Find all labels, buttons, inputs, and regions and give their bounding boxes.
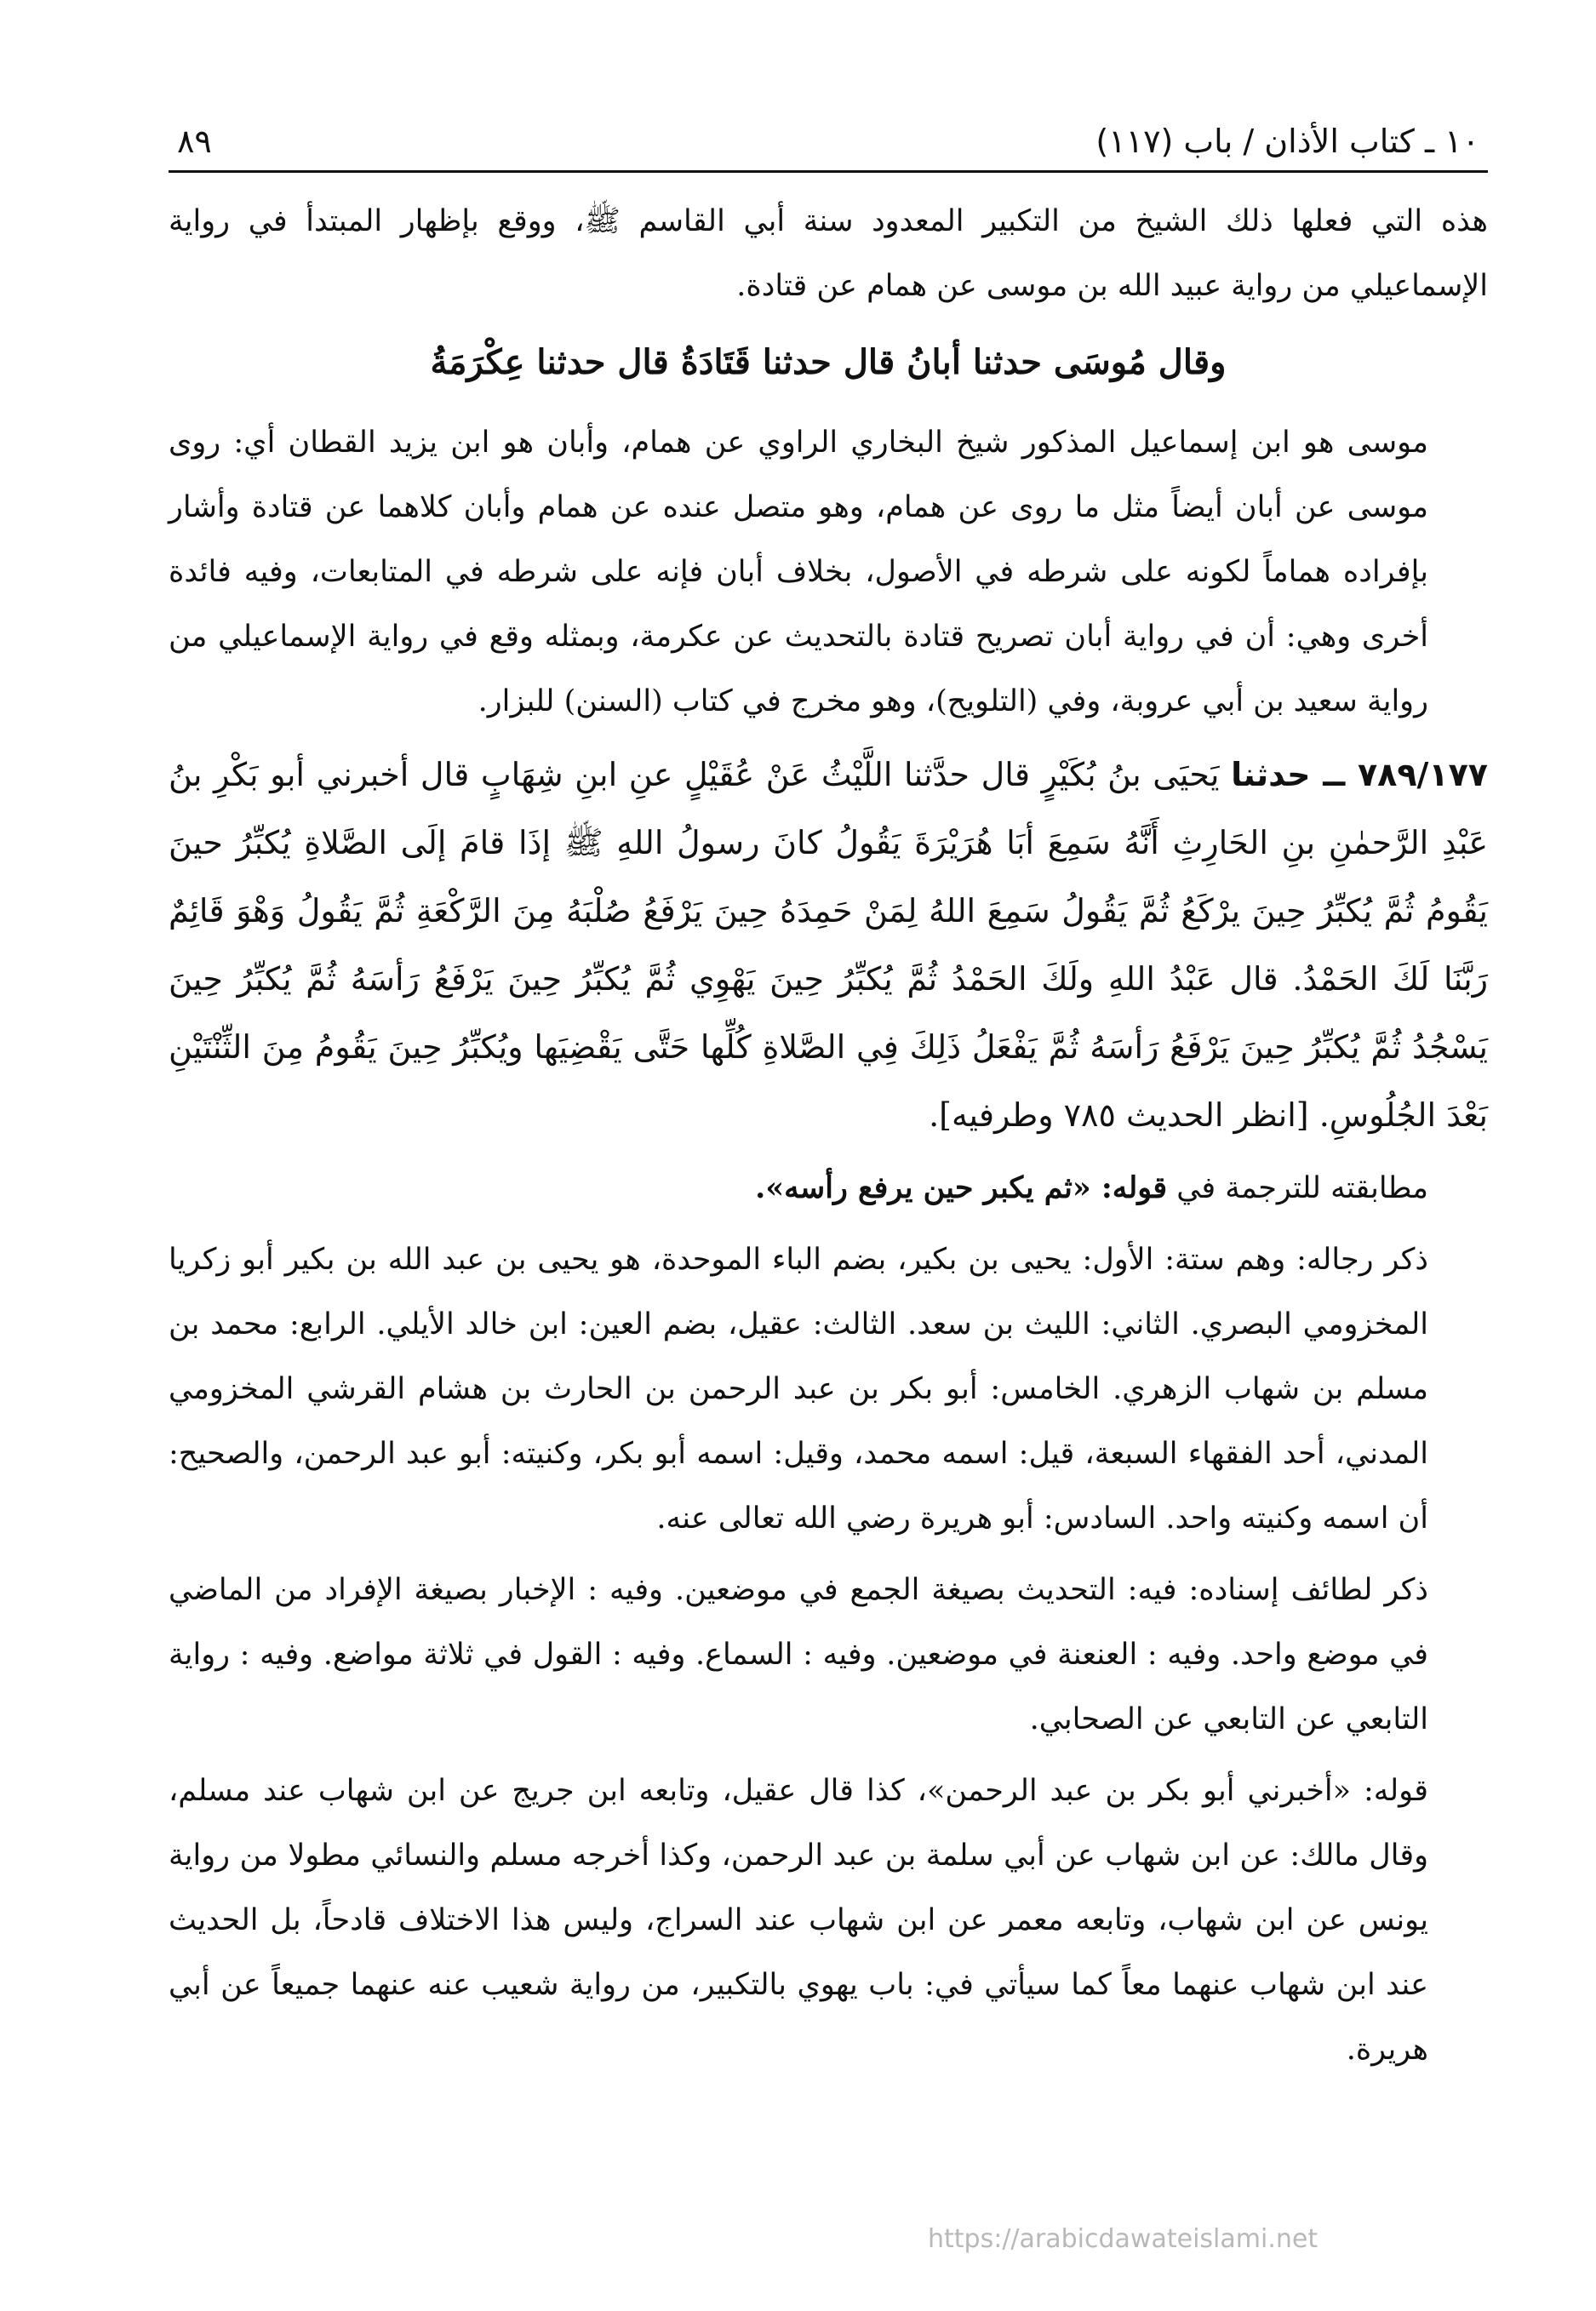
paragraph-narrators: ذكر رجاله: وهم ستة: الأول: يحيى بن بكير، بضم الباء الموحدة، هو يحيى بن عبد الله بن بكير أبو زكريا المخزومي البصري. الثاني: الليث بن سعد. الثالث: عقيل، بضم العين: ابن خالد الأيلي. الرابع: محمد بن مسلم بن شهاب الزهري. الخامس: أبو بكر بن عبد الرحمن بن الحارث بن هشام القرشي المخزومي المدني، أحد الفقهاء السبعة، قيل: اسمه محمد، وقيل: اسمه أبو بكر، وكنيته: أبو عبد الرحمن، والصحيح: أن اسمه وكنيته واحد. السادس: أبو هريرة رضي الله تعالى عنه. [169,1243,1428,1536]
hadith-text: يَحيَى بنُ بُكَيْرٍ قال حدَّثنا اللَّيْثُ عَنْ عُقَيْلٍ عنِ ابنِ شِهَابٍ قال أخبرني أبو بَكْرِ بنُ عَبْدِ الرَّحمٰنِ بنِ الحَارِثِ أَنَّهُ سَمِعَ أبَا هُرَيْرَةَ يَقُولُ كانَ رسولُ اللهِ ﷺ إذَا قامَ إلَى الصَّلاةِ يُكبِّرُ حينَ يَقُومُ ثُمَّ يُكبِّرُ حِينَ يرْكَعُ ثُمَّ يَقُولُ سَمِعَ اللهُ لِمَنْ حَمِدَهُ حِينَ يَرْفَعُ صُلْبَهُ مِنَ الرَّكْعَةِ ثُمَّ يَقُولُ وَهْوَ قَائِمٌ رَبَّنَا لَكَ الحَمْدُ. قال عَبْدُ اللهِ ولَكَ الحَمْدُ ثُمَّ يُكبِّرُ حِينَ يَهْوِي ثُمَّ يُكبِّرُ حِينَ يَرْفَعُ رَأسَهُ ثُمَّ يُكبِّرُ حِينَ يَسْجُدُ ثُمَّ يُكبِّرُ حِينَ يَرْفَعُ رَأسَهُ ثُمَّ يَفْعَلُ ذَلِكَ فِي الصَّلاةِ كُلِّها حَتَّى يَقْضِيَها ويُكبِّرُ حِينَ يَقُومُ مِنَ الثِّنْتَيْنِ بَعْدَ الجُلُوسِ. [انظر الحديث ٧٨٥ وطرفيه]. [169,756,1488,1134]
paragraph-intro: هذه التي فعلها ذلك الشيخ من التكبير المعدود سنة أبي القاسم ﷺ، ووقع بإظهار المبتدأ في رواية الإسماعيلي من رواية عبيد الله بن موسى عن همام عن قتادة. [169,204,1488,303]
matching-quote: قوله: «ثم يكبر حين يرفع رأسه». [755,1170,1168,1205]
paragraph-matching [169,1156,1488,1221]
paragraph-commentary: قوله: «أخبرني أبو بكر بن عبد الرحمن»، كذا قال عقيل، وتابعه ابن جريج عن ابن شهاب عند مسلم، وقال مالك: عن ابن شهاب عن أبي سلمة بن عبد الرحمن، وكذا أخرجه مسلم والنسائي مطولا من رواية يونس عن ابن شهاب، وتابعه معمر عن ابن شهاب عند السراج، وليس هذا الاختلاف قادحاً، بل الحديث عند ابن شهاب عنهما معاً كما سيأتي في: باب يهوي بالتكبير، من رواية شعيب عنه عنهما جميعاً عن أبي هريرة. [169,1774,1428,2067]
hadith-number: ٧٨٩/١٧٧ ــ حدثنا [1231,756,1488,793]
hadith-block [169,741,1488,1149]
watermark-url: https://arabicdawateislami.net [928,2224,1319,2254]
paragraph-isnad: ذكر لطائف إسناده: فيه: التحديث بصيغة الجمع في موضعين. وفيه : الإخبار بصيغة الإفراد من الماضي في موضع واحد. وفيه : العنعنة في موضعين. وفيه : السماع. وفيه : القول في ثلاثة مواضع. وفيه : رواية التابعي عن التابعي عن الصحابي. [169,1573,1428,1736]
book-page [169,94,1488,2273]
page-number: ٨٩ [177,123,212,160]
page-body [169,189,1488,2089]
page-header [169,111,1488,173]
paragraph-musa: موسى هو ابن إسماعيل المذكور شيخ البخاري الراوي عن همام، وأبان هو ابن يزيد القطان أي: روى موسى عن أبان أيضاً مثل ما روى عن همام، وهو متصل عنده عن همام وأبان كلاهما عن قتادة وأشار بإفراده هماماً لكونه على شرطه في الأصول، بخلاف أبان فإنه على شرطه في المتابعات، وفيه فائدة أخرى وهي: أن في رواية أبان تصريح قتادة بالتحديث عن عكرمة، وبمثله وقع في رواية الإسماعيلي من رواية سعيد بن أبي عروبة، وفي (التلويح)، وهو مخرج في كتاب (السنن) للبزار. [169,426,1428,718]
running-head: ١٠ ـ كتاب الأذان / باب (١١٧) [1095,123,1479,160]
matching-lead: مطابقته للترجمة في [1176,1171,1428,1205]
section-heading: وقال مُوسَى حدثنا أبانُ قال حدثنا قَتَادَةُ قال حدثنا عِكْرَمَةُ [430,342,1227,382]
